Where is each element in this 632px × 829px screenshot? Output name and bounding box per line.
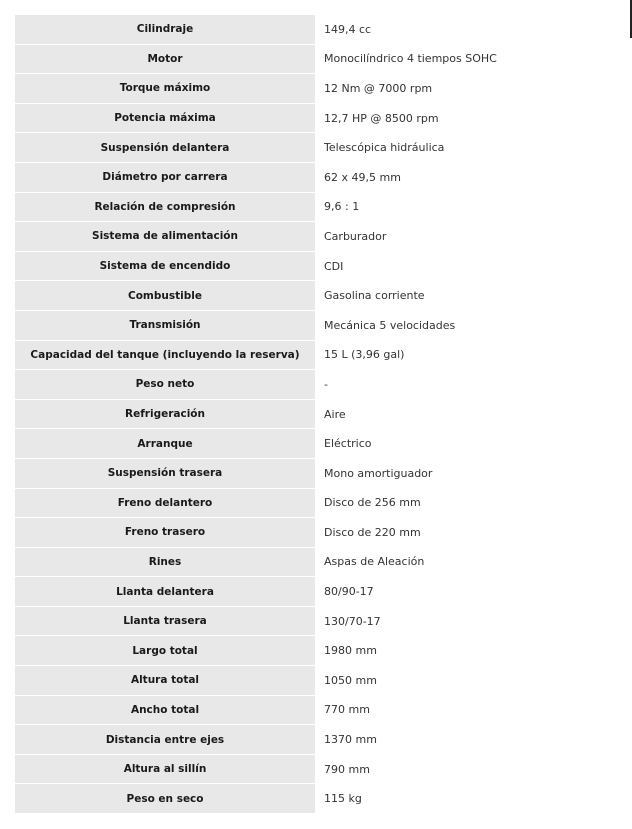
table-row bbox=[15, 340, 624, 370]
spec-label: Diámetro por carrera bbox=[15, 162, 316, 192]
spec-value: 62 x 49,5 mm bbox=[316, 162, 625, 192]
spec-value: Disco de 220 mm bbox=[316, 518, 625, 548]
table-row bbox=[15, 44, 624, 74]
spec-value: 12 Nm @ 7000 rpm bbox=[316, 74, 625, 104]
spec-label: Llanta trasera bbox=[15, 606, 316, 636]
spec-value: 149,4 cc bbox=[316, 15, 625, 44]
table-row bbox=[15, 429, 624, 459]
spec-label: Ancho total bbox=[15, 695, 316, 725]
spec-label: Altura al sillín bbox=[15, 754, 316, 784]
table-row bbox=[15, 133, 624, 163]
spec-label: Altura total bbox=[15, 666, 316, 696]
table-row bbox=[15, 162, 624, 192]
spec-value: 770 mm bbox=[316, 695, 625, 725]
spec-value: Aspas de Aleación bbox=[316, 547, 625, 577]
spec-label: Cilindraje bbox=[15, 15, 316, 44]
table-row bbox=[15, 488, 624, 518]
table-row bbox=[15, 547, 624, 577]
spec-value: Disco de 256 mm bbox=[316, 488, 625, 518]
table-row bbox=[15, 458, 624, 488]
spec-label: Freno delantero bbox=[15, 488, 316, 518]
spec-value: 130/70-17 bbox=[316, 606, 625, 636]
spec-value: 80/90-17 bbox=[316, 577, 625, 607]
table-row bbox=[15, 636, 624, 666]
table-row bbox=[15, 192, 624, 222]
table-row bbox=[15, 370, 624, 400]
table-row bbox=[15, 754, 624, 784]
spec-label: Capacidad del tanque (incluyendo la reserva) bbox=[15, 340, 316, 370]
spec-value: 9,6 : 1 bbox=[316, 192, 625, 222]
spec-label: Torque máximo bbox=[15, 74, 316, 104]
spec-label: Relación de compresión bbox=[15, 192, 316, 222]
spec-label: Largo total bbox=[15, 636, 316, 666]
spec-value: Carburador bbox=[316, 222, 625, 252]
table-row bbox=[15, 784, 624, 814]
spec-value: Eléctrico bbox=[316, 429, 625, 459]
spec-label: Motor bbox=[15, 44, 316, 74]
table-row bbox=[15, 606, 624, 636]
spec-label: Combustible bbox=[15, 281, 316, 311]
table-row bbox=[15, 310, 624, 340]
spec-label: Llanta delantera bbox=[15, 577, 316, 607]
spec-value: 115 kg bbox=[316, 784, 625, 814]
spec-value: 1980 mm bbox=[316, 636, 625, 666]
spec-value: 1050 mm bbox=[316, 666, 625, 696]
spec-value: CDI bbox=[316, 251, 625, 281]
table-row bbox=[15, 695, 624, 725]
table-row bbox=[15, 15, 624, 44]
spec-value: Mono amortiguador bbox=[316, 458, 625, 488]
spec-value: Monocilíndrico 4 tiempos SOHC bbox=[316, 44, 625, 74]
spec-value: 12,7 HP @ 8500 rpm bbox=[316, 103, 625, 133]
table-row bbox=[15, 399, 624, 429]
spec-label: Peso neto bbox=[15, 370, 316, 400]
spec-label: Suspensión delantera bbox=[15, 133, 316, 163]
spec-label: Transmisión bbox=[15, 310, 316, 340]
table-row bbox=[15, 103, 624, 133]
table-row bbox=[15, 518, 624, 548]
spec-value: Mecánica 5 velocidades bbox=[316, 310, 625, 340]
spec-label: Arranque bbox=[15, 429, 316, 459]
spec-label: Suspensión trasera bbox=[15, 458, 316, 488]
table-row bbox=[15, 577, 624, 607]
spec-value: Aire bbox=[316, 399, 625, 429]
spec-value: - bbox=[316, 370, 625, 400]
table-row bbox=[15, 74, 624, 104]
table-row bbox=[15, 725, 624, 755]
table-row bbox=[15, 666, 624, 696]
spec-label: Distancia entre ejes bbox=[15, 725, 316, 755]
spec-label: Freno trasero bbox=[15, 518, 316, 548]
table-row bbox=[15, 251, 624, 281]
specifications-table bbox=[15, 15, 624, 814]
table-row bbox=[15, 222, 624, 252]
spec-value: 790 mm bbox=[316, 754, 625, 784]
spec-label: Potencia máxima bbox=[15, 103, 316, 133]
table-row bbox=[15, 281, 624, 311]
spec-value: 1370 mm bbox=[316, 725, 625, 755]
spec-value: 15 L (3,96 gal) bbox=[316, 340, 625, 370]
spec-value: Telescópica hidráulica bbox=[316, 133, 625, 163]
spec-label: Peso en seco bbox=[15, 784, 316, 814]
spec-label: Rines bbox=[15, 547, 316, 577]
spec-label: Refrigeración bbox=[15, 399, 316, 429]
specifications-table-body bbox=[15, 15, 624, 814]
spec-label: Sistema de encendido bbox=[15, 251, 316, 281]
spec-label: Sistema de alimentación bbox=[15, 222, 316, 252]
spec-value: Gasolina corriente bbox=[316, 281, 625, 311]
